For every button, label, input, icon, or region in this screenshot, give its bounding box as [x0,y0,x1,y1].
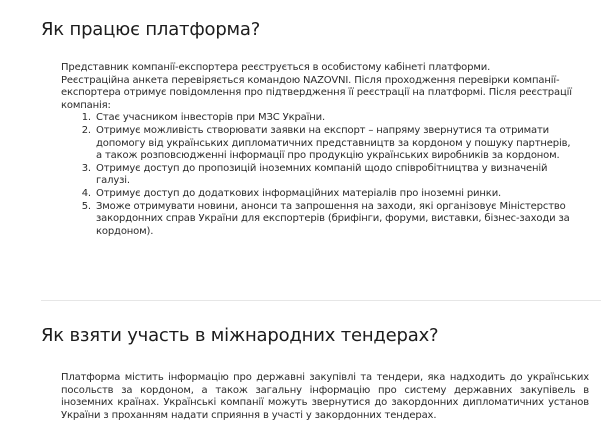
section-divider [41,300,601,301]
international-tenders-body [61,372,589,422]
list-item: 5. Зможе отримувати новини, анонси та запрошення на заходи, які організовує Міністерство закордонних справ України для експортерів (брифінги, форуми, виставки, бізнес-заходи за кордоном). [94,201,572,239]
international-tenders-heading: Як взяти участь в міжнародних тендерах? [41,325,439,346]
how-platform-works-heading: Як працює платформа? [41,19,261,40]
registration-paragraph: Представник компанії-експортера реєструється в особистому кабінеті платформи. [61,62,491,73]
list-item: 4. Отримує доступ до додаткових інформаційних матеріалів про іноземні ринки. [94,188,572,201]
verification-paragraph: Реєстраційна анкета перевіряється командою NAZOVNI. Після проходження перевірки компанії-експортера отримує повідомлення про підтвердження її реєстрації на платформі. Після реєстрації компанія: [61,74,572,111]
list-item: 3. Отримує доступ до пропозицій іноземних компаній щодо співробітництва у визначеній галузі. [94,163,572,188]
how-platform-works-body [61,62,591,238]
list-item: 2. Отримує можливість створювати заявки на експорт – напряму звернутися та отримати допомогу від українських дипломатичних представництв за кордоном у пошуку партнерів, а також розповсюдженні інформації про продукцію українських виробників за кордоном. [94,125,572,163]
list-item: 1. Стає учасником інвесторів при МЗС України. [94,112,572,125]
international-tenders-section [0,300,601,446]
tenders-paragraph: Платформа містить інформацію про державні закупівлі та тендери, яка надходить до українських посольств за кордоном, а також загальну інформацію про систему державних закупівель в іноземних країнах. Українські компанії можуть звернутися до закордонних дипломатичних установ України з проханням надати сприяння в участі у закордонних тендерах. [61,372,589,421]
benefits-list [61,112,572,238]
